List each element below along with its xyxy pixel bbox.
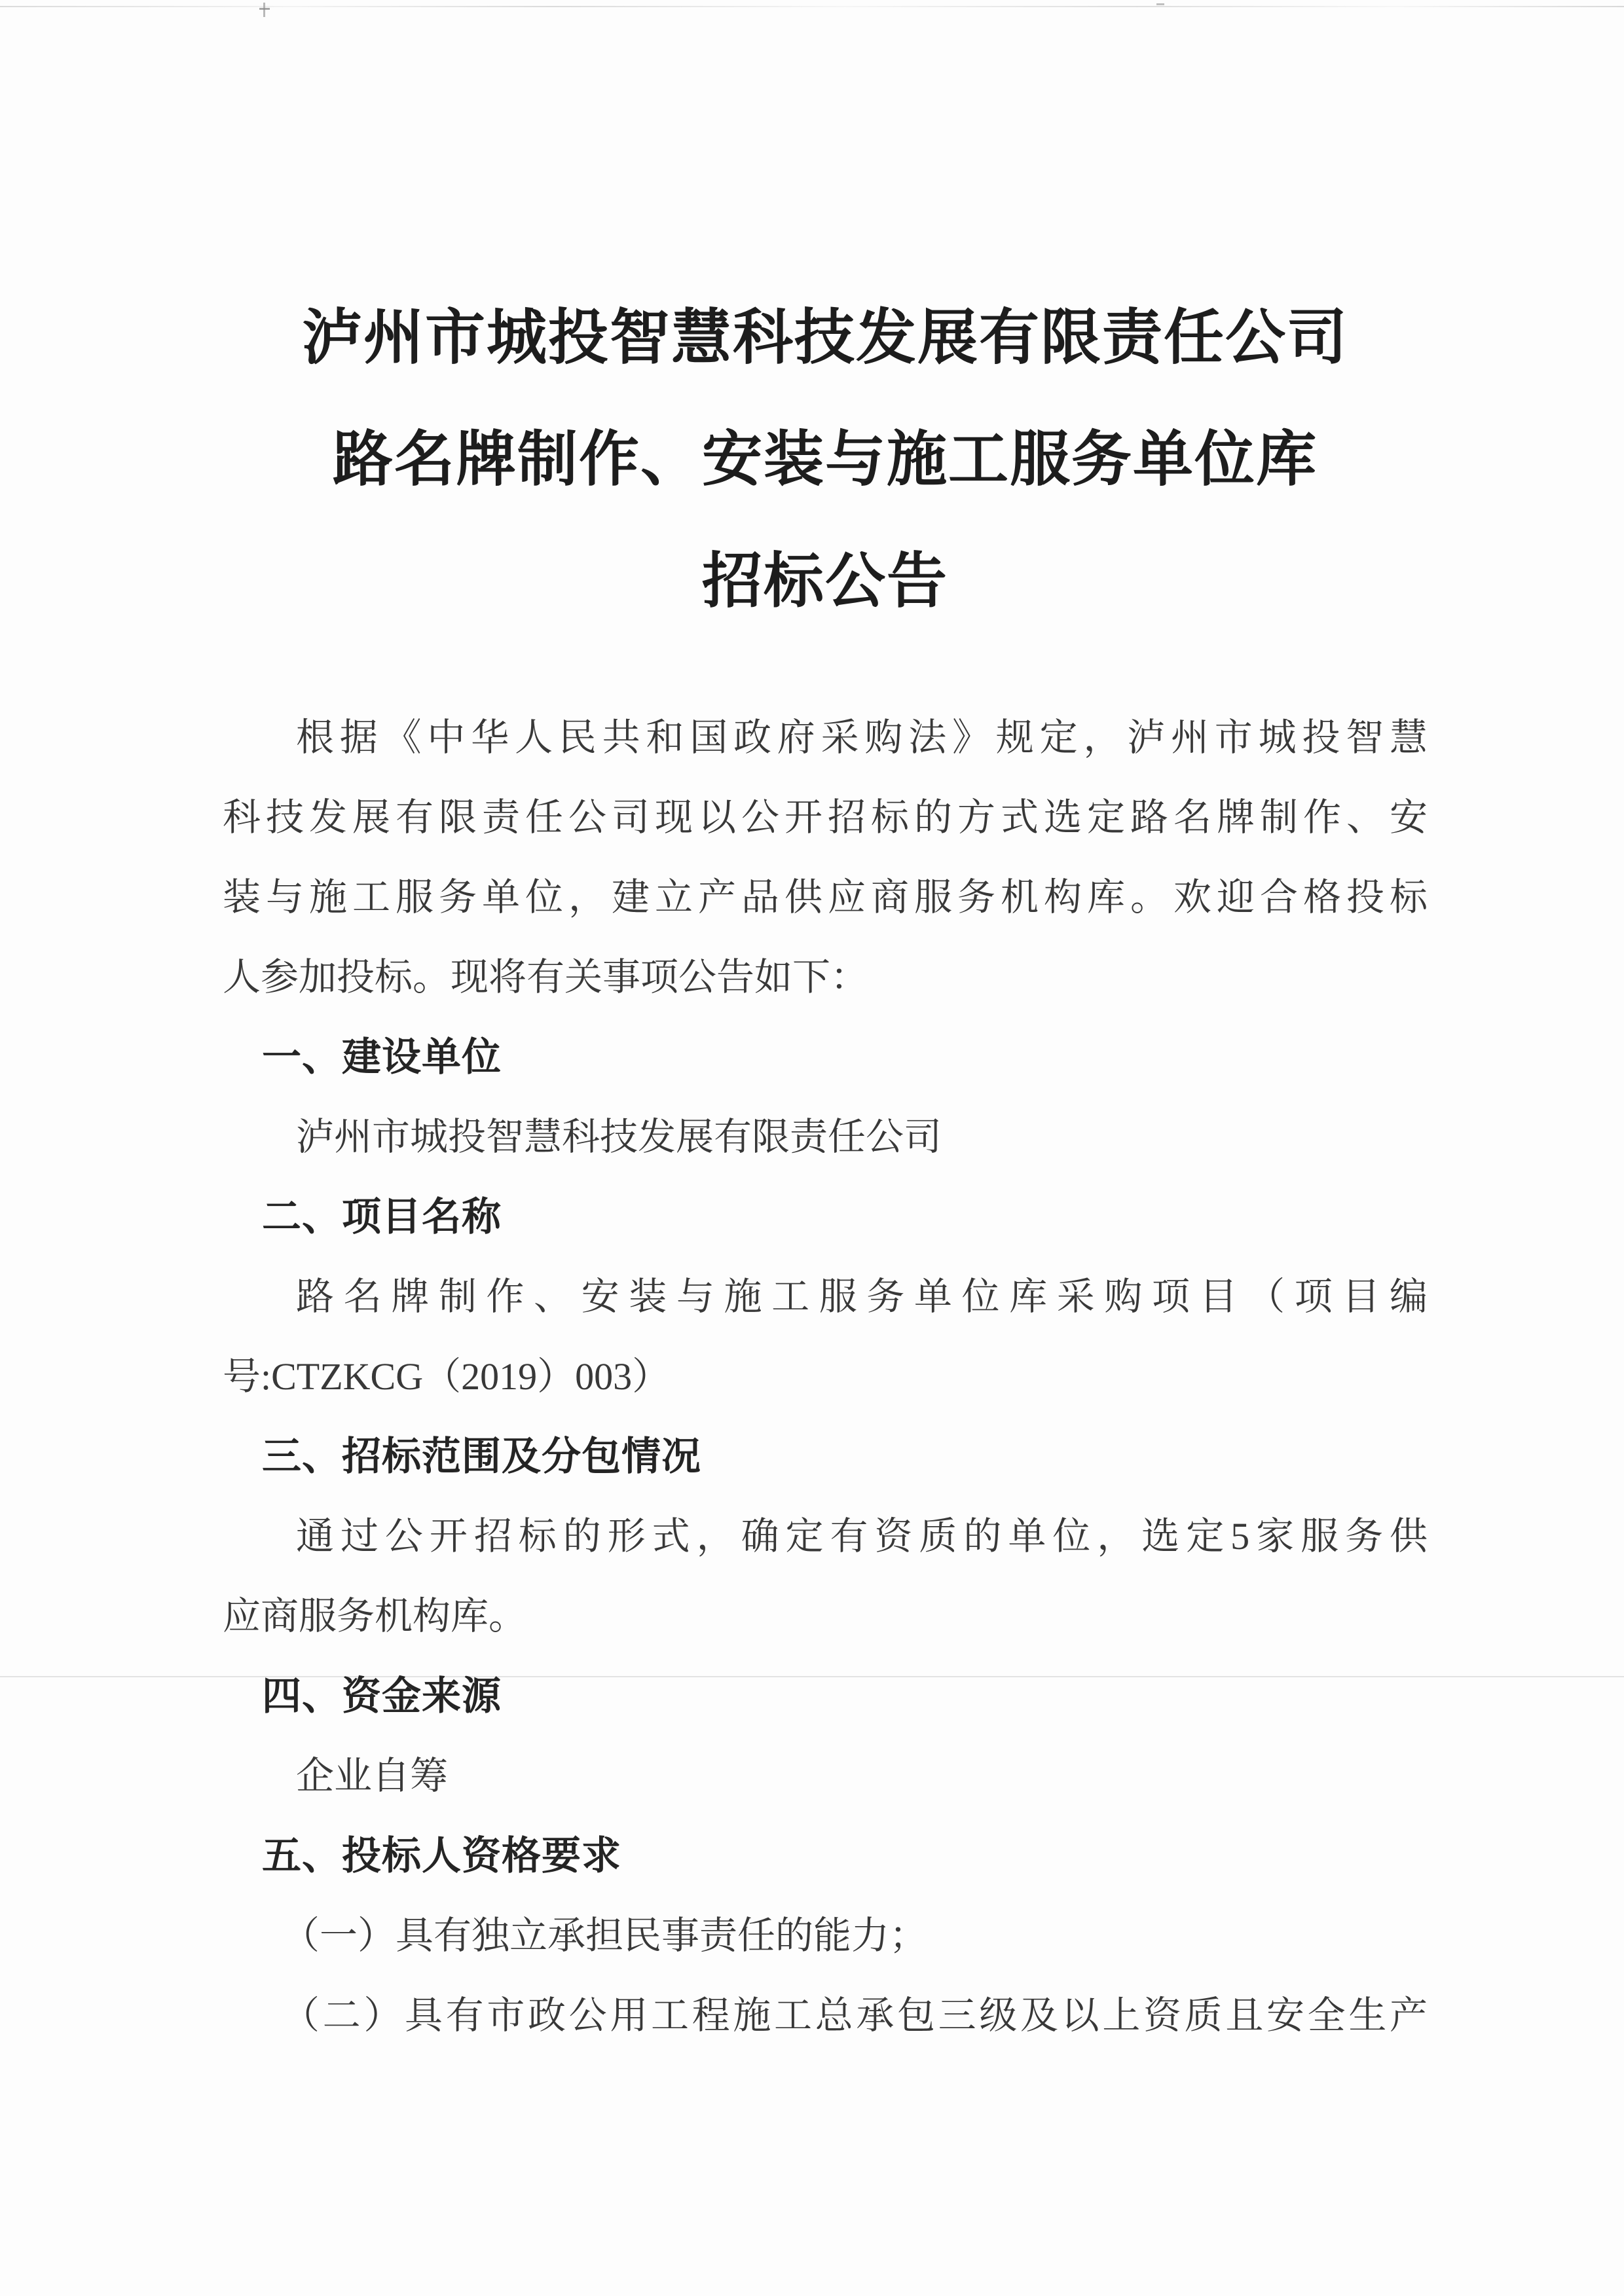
section-3-body-line-2: 应商服务机构库。 xyxy=(223,1595,527,1637)
section-1-heading: 一、建设单位 xyxy=(262,1035,502,1079)
title-line-company: 泸州市城投智慧科技发展有限责任公司 xyxy=(301,304,1348,371)
title-line-announcement: 招标公告 xyxy=(701,548,948,615)
section-4-heading: 四、资金来源 xyxy=(262,1674,502,1718)
section-2-body-line-1: 路名牌制作、安装与施工服务单位库采购项目（项目编 xyxy=(296,1275,1428,1318)
document-title xyxy=(223,277,1428,642)
section-5-heading: 五、投标人资格要求 xyxy=(262,1834,621,1878)
scan-speck-right xyxy=(1156,3,1164,5)
intro-line-4: 人参加投标。现将有关事项公告如下： xyxy=(223,956,869,998)
section-5-item-1: （一）具有独立承担民事责任的能力； xyxy=(282,1914,928,1957)
section-3-heading: 三、招标范围及分包情况 xyxy=(262,1434,701,1478)
scan-speck-left xyxy=(259,8,270,10)
document-body xyxy=(223,698,1428,2056)
intro-line-3: 装与施工服务单位，建立产品供应商服务机构库。欢迎合格投标 xyxy=(223,876,1428,919)
section-4-body: 企业自筹 xyxy=(296,1755,449,1797)
intro-line-2: 科技发展有限责任公司现以公开招标的方式选定路名牌制作、安 xyxy=(223,796,1428,839)
scan-edge-artifact xyxy=(0,6,1624,7)
section-3-body-line-1: 通过公开招标的形式，确定有资质的单位，选定5家服务供 xyxy=(296,1515,1428,1558)
section-5-item-2: （二）具有市政公用工程施工总承包三级及以上资质且安全生产 xyxy=(282,1994,1428,2037)
title-line-project: 路名牌制作、安装与施工服务单位库 xyxy=(332,426,1318,493)
section-1-body: 泸州市城投智慧科技发展有限责任公司 xyxy=(296,1116,942,1158)
section-2-body-line-2: 号:CTZKCG（2019）003） xyxy=(223,1355,671,1398)
section-2-heading: 二、项目名称 xyxy=(262,1195,502,1239)
intro-line-1: 根据《中华人民共和国政府采购法》规定，泸州市城投智慧 xyxy=(296,716,1428,759)
